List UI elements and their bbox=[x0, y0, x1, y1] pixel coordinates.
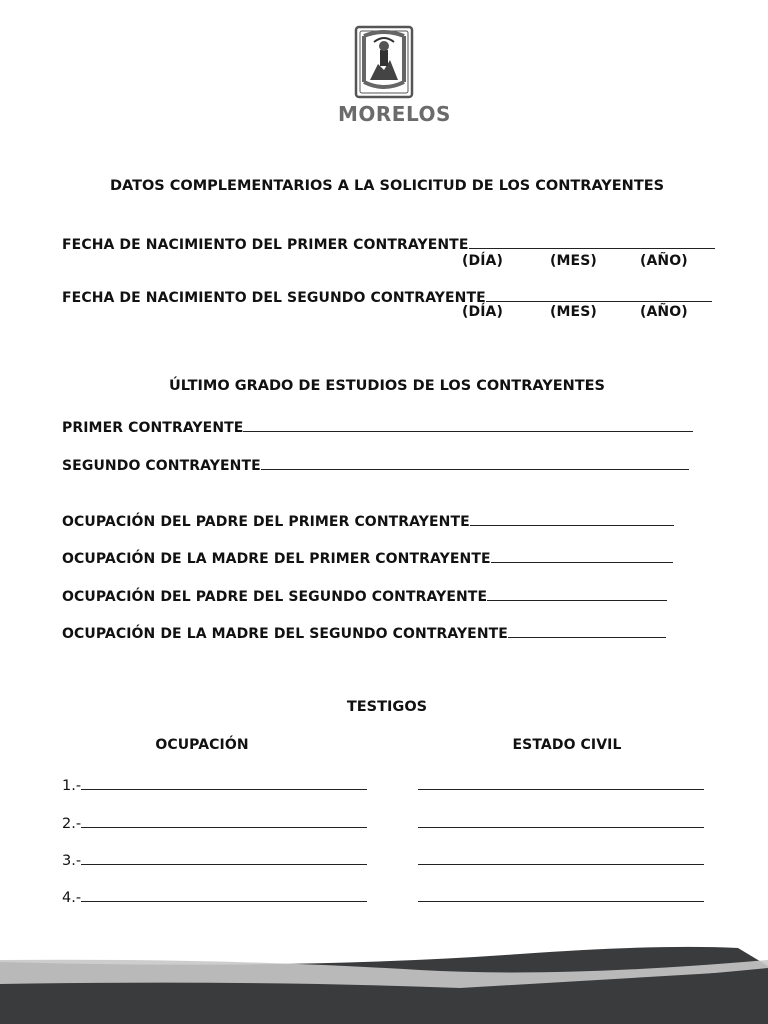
footer-wave-decoration bbox=[0, 940, 768, 1024]
witness-row[interactable] bbox=[62, 813, 367, 832]
witness-row[interactable] bbox=[62, 887, 367, 906]
education-first-line[interactable] bbox=[243, 417, 693, 432]
education-first-field[interactable] bbox=[62, 417, 693, 436]
brand-name: MORELOS bbox=[338, 102, 451, 126]
mother2-field[interactable] bbox=[62, 623, 666, 642]
mother1-label: OCUPACIÓN DE LA MADRE DEL PRIMER CONTRAYENTE bbox=[62, 551, 491, 567]
education-title: ÚLTIMO GRADO DE ESTUDIOS DE LOS CONTRAYENTES bbox=[169, 378, 605, 394]
witness-number: 4.- bbox=[62, 890, 82, 906]
witness-occupation-line[interactable] bbox=[81, 775, 367, 790]
witness-number: 2.- bbox=[62, 816, 82, 832]
birth2-day-hint: (DÍA) bbox=[462, 304, 503, 320]
birth2-label: FECHA DE NACIMIENTO DEL SEGUNDO CONTRAYENTE bbox=[62, 290, 486, 306]
education-first-label: PRIMER CONTRAYENTE bbox=[62, 420, 244, 436]
witness-occupation-line[interactable] bbox=[81, 887, 367, 902]
education-second-field[interactable] bbox=[62, 455, 689, 474]
witness-number: 3.- bbox=[62, 853, 82, 869]
mother1-field[interactable] bbox=[62, 548, 673, 567]
occupation-column-header: OCUPACIÓN bbox=[155, 737, 249, 753]
witness-civil-line[interactable] bbox=[418, 850, 704, 869]
mother1-line[interactable] bbox=[491, 548, 673, 563]
mother2-line[interactable] bbox=[508, 623, 666, 638]
witness-occupation-line[interactable] bbox=[81, 813, 367, 828]
witnesses-title: TESTIGOS bbox=[346, 699, 428, 715]
witness-row[interactable] bbox=[62, 775, 367, 794]
birth2-month-hint: (MES) bbox=[550, 304, 597, 320]
father1-field[interactable] bbox=[62, 511, 674, 530]
witness-row[interactable] bbox=[62, 850, 367, 869]
witness-occupation-line[interactable] bbox=[81, 850, 367, 865]
state-seal-icon bbox=[334, 24, 434, 100]
birth2-year-hint: (AÑO) bbox=[640, 304, 688, 320]
father2-label: OCUPACIÓN DEL PADRE DEL SEGUNDO CONTRAYENTE bbox=[62, 589, 488, 605]
birth1-month-hint: (MES) bbox=[550, 253, 597, 269]
witness-civil-line[interactable] bbox=[418, 775, 704, 794]
birth1-line[interactable] bbox=[469, 234, 715, 249]
father1-label: OCUPACIÓN DEL PADRE DEL PRIMER CONTRAYENTE bbox=[62, 514, 470, 530]
morelos-logo bbox=[334, 24, 451, 126]
witness-civil-line[interactable] bbox=[418, 887, 704, 906]
witness-number: 1.- bbox=[62, 778, 82, 794]
mother2-label: OCUPACIÓN DE LA MADRE DEL SEGUNDO CONTRAYENTE bbox=[62, 626, 508, 642]
education-second-label: SEGUNDO CONTRAYENTE bbox=[62, 458, 261, 474]
father2-field[interactable] bbox=[62, 586, 667, 605]
form-title: DATOS COMPLEMENTARIOS A LA SOLICITUD DE LOS CONTRAYENTES bbox=[109, 178, 665, 194]
father1-line[interactable] bbox=[470, 511, 674, 526]
birth1-field[interactable] bbox=[62, 234, 715, 253]
civil-status-column-header: ESTADO CIVIL bbox=[512, 737, 622, 753]
birth1-label: FECHA DE NACIMIENTO DEL PRIMER CONTRAYENTE bbox=[62, 237, 469, 253]
education-second-line[interactable] bbox=[261, 455, 689, 470]
birth2-field[interactable] bbox=[62, 287, 712, 306]
birth1-day-hint: (DÍA) bbox=[462, 253, 503, 269]
birth2-line[interactable] bbox=[486, 287, 712, 302]
witness-civil-line[interactable] bbox=[418, 813, 704, 832]
father2-line[interactable] bbox=[487, 586, 667, 601]
birth1-year-hint: (AÑO) bbox=[640, 253, 688, 269]
